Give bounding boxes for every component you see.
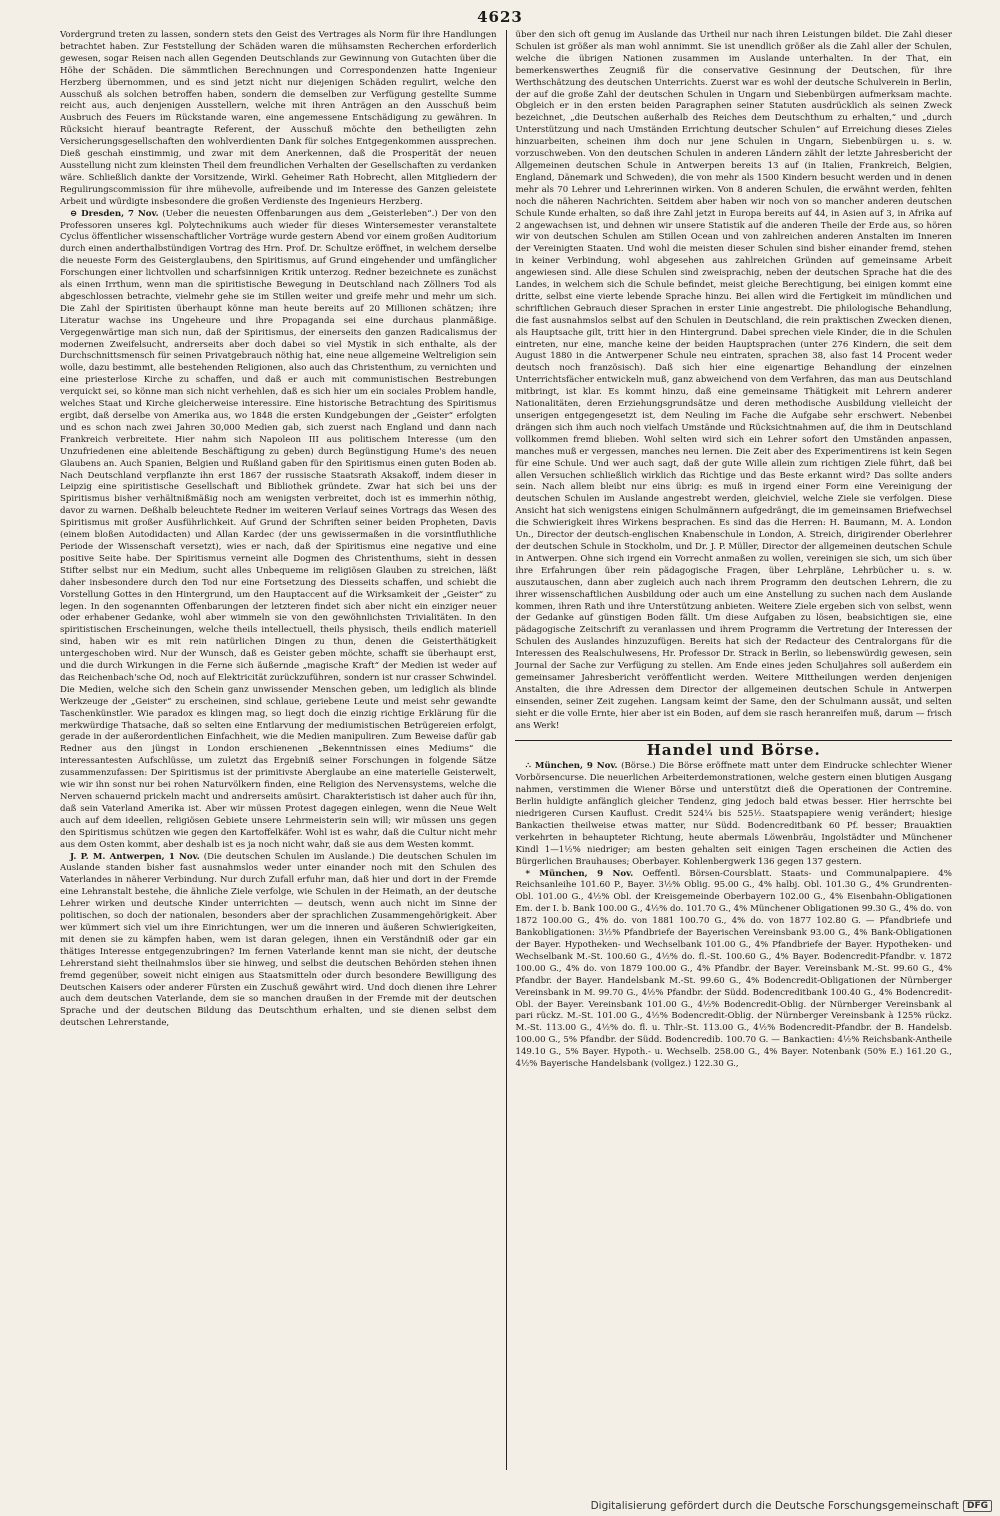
article-paragraph bbox=[515, 869, 952, 1071]
footer-text: Digitalisierung gefördert durch die Deutsche Forschungsgemeinschaft bbox=[590, 1500, 959, 1512]
article-paragraph bbox=[515, 30, 952, 732]
dateline: ⊖ Dresden, 7 Nov. bbox=[70, 208, 159, 219]
column-divider bbox=[506, 30, 507, 1470]
paragraph-text: (Ueber die neuesten Offenbarungen aus dem „Geisterleben“.) Der von den Professoren unseres kgl. Polytechnikums auch wieder für dieses Wintersemester veranstaltete Cyclus öffentlicher wissenschaftlicher Vorträge wurde gestern Abend vor einem großen Auditorium durch einen anderthalbstündigen Vortrag des Hrn. Prof. Dr. Schultze eröffnet, in welchem derselbe die neueste Form des Geisterglaubens, den Spiritismus, auf Grund eingehender und umfänglicher Forschungen einer lichtvollen und scharfsinnigen Kritik unterzog. Redner bezeichnete es zunächst als einen Irrthum, wenn man die spiritistische Bewegung in Deutschland nach Zöllners Tod als abgeschlossen betrachte, vielmehr gehe sie im Stillen weiter und greife mehr und mehr um sich. Die Zahl der Spiritisten überhaupt könne man heute bereits auf 20 Millionen schätzen; ihre Literatur wachse ins Ungeheure und ihre Propaganda sei eine durchaus planmäßige. Vergegenwärtige man sich nun, daß der Spiritismus, der einerseits den ganzen Radicalismus der modernen Zweifelsucht, andrerseits aber doch dabei so viel Mystik in sich enthalte, als der Durchschnittsmensch für seinen Privatgebrauch nöthig hat, eine neue allgemeine Weltreligion sein wolle, dazu bestimmt, alle bestehenden Religionen, also auch das Christenthum, zu vernichten und eine priesterlose Kirche zu schaffen, und daß er auch mit communistischen Bestrebungen verquickt sei, so könne man sich nicht verhehlen, daß es sich hier um ein sociales Problem handle, welches Staat und Kirche gleicherweise interessire. Eine historische Betrachtung des Spiritismus ergibt, daß derselbe von Amerika aus, wo 1848 die ersten Kundgebungen der „Geister“ erfolgten und es schon nach zwei Jahren 30,000 Medien gab, sich zuerst nach England und dann nach Frankreich verbreitete. Hier nahm sich Napoleon III aus politischem Interesse (um den Unzufriedenen eine ableitende Beschäftigung zu geben) durch Begünstigung Hume's des neuen Glaubens an. Auch Spanien, Belgien und Rußland gaben für den Spiritismus einen guten Boden ab. Nach Deutschland verpflanzte ihn erst 1867 der russische Staatsrath Aksakoff, indem dieser in Leipzig eine spiritistische Gesellschaft und Bibliothek gründete. Zwar hat sich bei uns der Spiritismus bisher verhältnißmäßig noch am wenigsten verbreitet, doch ist es immerhin nöthig, davor zu warnen. Deßhalb beleuchtete Redner im weiteren Verlauf seines Vortrags das Wesen des Spiritismus mit großer Ausführlichkeit. Auf Grund der Schriften seiner beiden Propheten, Davis (einem bloßen Autodidacten) und Allan Kardec (der uns gewissermaßen in die vorsintfluthliche Periode der Wissenschaft versetzt), wies er nach, daß der Spiritismus eine negative und eine positive Seite habe. Der Spiritismus verneint alle Dogmen des Christenthums, sieht in dessen Stifter selbst nur ein Medium, sucht alles Unbequeme im religiösen Glauben zu streichen, läßt daher insbesondere durch den Tod nur eine Fortsetzung des Diesseits schaffen, und schiebt die Vorstellung Gottes in den Hintergrund, um den Hauptaccent auf die Wirksamkeit der „Geister“ zu legen. In den sogenannten Offenbarungen der letzteren findet sich aber nicht ein einziger neuer oder erhabener Gedanke, wohl aber wimmeln sie von den gewöhnlichsten Trivialitäten. In den spiritistischen Erscheinungen, welche theils intellectuell, theils physisch, theils endlich materiell sind, haben wir es mit rein natürlichen Dingen zu thun, denen die Geisterthätigkeit untergeschoben wird. Nur der Wunsch, daß es Geister geben möchte, schafft sie überhaupt erst, und die durch Wirkungen in die Ferne sich äußernde „magische Kraft“ der Medien ist weder auf das Reichenbach'sche Od, noch auf Elektricität zurückzuführen, sondern ist nur crasser Schwindel. Die Medien, welche sich den Schein ganz unwissender Menschen geben, um lediglich als blinde Werkzeuge der „Geister“ zu erscheinen, sind schlaue, geriebene Leute und meist sehr gewandte Taschenkünstler. Wie paradox es klingen mag, so liegt doch die einzig richtige Erklärung für die merkwürdige Thatsache, daß so selten eine Entlarvung der mediumistischen Betrügereien erfolgt, gerade in der außerordentlichen Einfachheit, wie die Medien manipuliren. Zum Beweise dafür gab Redner aus den jüngst in London erschienenen „Bekenntnissen eines Mediums“ die interessantesten Aufschlüsse, um zuletzt das Ergebniß seiner Forschungen in folgende Sätze zusammenzufassen: Der Spiritismus ist der primitivste Aberglaube an eine materielle Geisterwelt, wie wir ihn sonst nur bei rohen Naturvölkern finden, eine Religion des Nervensystems, welche die Nerven schauernd prickeln macht und andrerseits amüsirt. Charakteristisch ist daher auch für ihn, daß sein Vaterland Amerika ist. Aber wir müssen Protest dagegen einlegen, wenn die Neue Welt auch auf dem ideellen, religiösen Gebiete unsere Lehrmeisterin sein will; wir müssen uns gegen den Spiritismus schützen wie gegen den Kartoffelkäfer. Wohl ist es wahr, daß die Cultur nicht mehr aus dem Osten kommt, aber deshalb ist es ja noch nicht wahr, daß sie aus dem Westen kommt. bbox=[60, 208, 497, 850]
paragraph-text: Oeffentl. Börsen-Coursblatt. Staats- und Communalpapiere. 4% Reichsanleihe 101.60 P., Bayer. 3½% Oblig. 95.00 G., 4% halbj. Obl. 101.30 G., 4% Grundrenten-Obl. 101.00 G., 4½% Obl. der Kreisgemeinde Oberbayern 102.00 G., 4% Eisenbahn-Obligationen Em. der I. b. Bank 100.00 G., 4½% do. 101.70 G., 4% Münchener Obligationen 99.30 G., 4% do. von 1872 100.00 G., 4% do. von 1881 100.70 G., 4% do. von 1877 102.80 G. — Pfandbriefe und Bankobligationen: 3½% Pfandbriefe der Bayerischen Vereinsbank 93.00 G., 4% Bank-Obligationen der Bayer. Hypotheken- und Wechselbank 101.00 G., 4% Pfandbriefe der Bayer. Hypotheken- und Wechselbank M.-St. 100.60 G., 4½% do. fl.-St. 100.60 G., 4% Bayer. Bodencredit-Pfandbr. v. 1872 100.00 G., 4% do. von 1879 100.00 G., 4% Pfandbr. der Bayer. Vereinsbank M.-St. 99.60 G., 4% Pfandbr. der Bayer. Handelsbank M.-St. 99.60 G., 4% Bodencredit-Obligationen der Nürnberger Vereinsbank in M. 99.70 G., 4½% Pfandbr. der Südd. Bodencreditbank 100.40 G., 4% Bodencredit-Obl. der Bayer. Vereinsbank 101.00 G., 4½% Bodencredit-Oblig. der Nürnberger Vereinsbank al pari rückz. M.-St. 101.00 G., 4½% Bodencredit-Oblig. der Nürnberger Vereinsbank à 125% rückz. M.-St. 113.00 G., 4½% do. fl. u. Thlr.-St. 113.00 G., 4½% Bodencredit-Pfandbr. der B. Handelsb. 100.00 G., 5% Pfandbr. der Südd. Bodencredib. 100.70 G. — Bankactien: 4½% Reichsbank-Antheile 149.10 G., 5% Bayer. Hypoth.- u. Wechselb. 258.00 G., 4% Bayer. Notenbank (50% E.) 161.20 G., 4½% Bayerische Handelsbank (vollgez.) 122.30 G., bbox=[515, 868, 952, 1070]
article-paragraph bbox=[60, 30, 497, 209]
section-title: Handel und Börse. bbox=[646, 741, 821, 760]
right-column-body bbox=[515, 30, 952, 732]
footer bbox=[591, 1500, 992, 1512]
dateline: J. P. M. Antwerpen, 1 Nov. bbox=[70, 851, 200, 862]
paragraph-text: (Börse.) Die Börse eröffnete matt unter dem Eindrucke schlechter Wiener Vorbörsencurse. Die neuerlichen Arbeiterdemonstrationen, welche gestern einen blutigen Ausgang nahmen, verstimmen die Wiener Börse und unterstützt dieß die Operationen der Contremine. Berlin huldigte anfänglich gleicher Tendenz, ging jedoch bald etwas besser. Hier herrschte bei niedrigeren Cursen Kauflust. Credit 524¼ bis 525½. Staatspapiere wenig verändert; hiesige Bankactien theilweise etwas matter, nur Südd. Bodencreditbank 60 Pf. besser; Brauaktien verkehrten in behaupteter Richtung, heute abermals Löwenbräu, Ingolstädter und Münchener Kindl 1—1½% niedriger; am besten gehalten seit einigen Tagen erscheinen die Actien des Bürgerlichen Brauhauses; Oberbayer. Kohlenbergwerk 136 gegen 137 gestern. bbox=[515, 761, 952, 867]
dfg-logo: DFG bbox=[963, 1500, 992, 1512]
dateline: ∴ München, 9 Nov. bbox=[525, 761, 618, 772]
section-body bbox=[515, 761, 952, 1071]
paragraph-text: Vordergrund treten zu lassen, sondern stets den Geist des Vertrages als Norm für ihre Handlungen betrachtet haben. Zur Feststellung der Schäden waren die mühsamsten Recherchen erforderlich gewesen, sogar Reisen nach allen Gegenden Deutschlands zur Gewinnung von Gutachten über die Höhe der Schäden. Die sämmtlichen Berechnungen und Correspondenzen hatte Ingenieur Herzberg übernommen, und es sind jetzt nicht nur diejenigen Schäden regulirt, welche den Ausschuß als solchen betroffen haben, sondern die demselben zur Verfügung gestellte Summe reicht aus, auch denjenigen Ausstellern, welche mit ihren Anträgen an den Ausschuß beim Ausbruch des Feuers im Rückstande waren, eine angemessene Entschädigung zu gewähren. In Rücksicht hierauf beantragte Referent, der Ausschuß möchte den betheiligten zehn Versicherungsgesellschaften den wohlverdienten Dank für solches Entgegenkommen aussprechen. Dieß geschah einstimmig, und zwar mit dem Anerkennen, daß die Prosperität der neuen Ausstellung nicht zum kleinsten Theil dem freundlichen Verhalten der Gesellschaften zu verdanken wäre. Schließlich dankte der Vorsitzende, Wirkl. Geheimer Rath Hobrecht, allen Mitgliedern der Regulirungscommission für ihre mühevolle, aufreibende und im Interesse des Ganzen geleistete Arbeit und würdigte insbesondere die großen Verdienste des Ingenieurs Herzberg. bbox=[60, 30, 497, 207]
paragraph-text: über den sich oft genug im Auslande das Urtheil nur nach ihren Leistungen bildet. Die Zahl dieser Schulen ist größer als man wohl annimmt. Sie ist unendlich größer als die Zahl aller der Schulen, welche die übrigen Nationen zusammen im Auslande unterhalten. In der That, ein bemerkenswerthes Zeugniß für die conservative Gesinnung der Deutschen, für ihre Werthschätzung des deutschen Unterrichts. Zuerst war es wohl der deutsche Schulverein in Berlin, der auf die große Zahl der deutschen Schulen in Ungarn und Siebenbürgen aufmerksam machte. Obgleich er in den ersten beiden Paragraphen seiner Statuten ausdrücklich als seinen Zweck bezeichnet, „die Deutschen außerhalb des Reiches dem Deutschthum zu erhalten,“ und „durch Unterstützung und nach Umständen Errichtung deutscher Schulen“ auf Erreichung dieses Zieles hinzuarbeiten, scheinen ihm doch nur jene Schulen in Ungarn, Siebenbürgen u. s. w. vorzuschweben. Von den deutschen Schulen in anderen Ländern zählt der letzte Jahresbericht der Allgemeinen deutschen Schule in Antwerpen bereits 13 auf (in Italien, Frankreich, Belgien, England, Dänemark und Schweden), die von mehr als 1500 Kindern besucht werden und in denen mehr als 70 Lehrer und Lehrerinnen wirken. Von 8 anderen Schulen, die erwähnt werden, fehlten noch die näheren Nachrichten. Seitdem aber haben wir noch von so mancher anderen deutschen Schule Kunde erhalten, so daß ihre Zahl jetzt in Europa bereits auf 44, in Asien auf 3, in Afrika auf 2 angewachsen ist, und dehnen wir unsere Statistik auf die anderen Theile der Erde aus, so hören wir von deutschen Schulen am Stillen Ocean und von zahlreichen anderen Anstalten im Inneren der Vereinigten Staaten. Und wohl die meisten dieser Schulen sind bisher einander fremd, stehen in keiner Verbindung, wohl abgesehen aus zahlreichen Gründen auf gemeinsame Arbeit angewiesen sind. Alle diese Schulen sind zweisprachig, neben der deutschen Sprache hat die des Landes, in welchem sich die Schule befindet, meist gleiche Berechtigung, bei einigen kommt eine dritte, selbst eine vierte lebende Sprache hinzu. Bei allen wird die Fertigkeit im mündlichen und schriftlichen Gebrauch dieser Sprachen in erster Linie angestrebt. Die philologische Behandlung, die fast ausnahmslos selbst auf den Schulen in Deutschland, die rein praktischen Zwecken dienen, als Hauptsache gilt, tritt hier in den Hintergrund. Dabei sprechen viele Kinder, die in die Schulen eintreten, nur eine, manche keine der beiden Hauptsprachen (unter 276 Kindern, die seit dem August 1880 in die Antwerpener Schule neu eintraten, sprachen 38, also fast 14 Procent weder deutsch noch französisch). Daß sich hier eine eigenartige Behandlung der einzelnen Unterrichtsfächer entwickeln muß, ganz abweichend von dem Verfahren, das man aus Deutschland mitbringt, ist klar. Es kommt hinzu, daß eine gemeinsame Thätigkeit mit Lehrern anderer Nationalitäten, deren Erziehungsgrundsätze und deren methodische Ausbildung vielleicht der unserigen entgegengesetzt ist, dem Neuling im Fache die Aufgabe sehr erschwert. Nebenbei drängen sich ihm auch noch vielfach Umstände und Rücksichtnahmen auf, die ihm in Deutschland vollkommen fremd blieben. Wohl selten wird sich ein Lehrer sofort den Umständen anpassen, manches muß er vergessen, manches neu lernen. Die Zeit aber des Experimentirens ist kein Segen für eine Schule. Und wer auch sagt, daß der gute Wille allein zum richtigen Ziele führt, daß bei allen Versuchen schließlich wirklich das Richtige und das Beste erkannt wird? Das sollte anders sein. Nach allem bleibt nur eins übrig: es muß in irgend einer Form eine Vereinigung der deutschen Schulen im Auslande angestrebt werden, gleichviel, welche Ziele sie verfolgen. Diese Ansicht hat sich wenigstens einigen Schulmännern aufgedrängt, die im gemeinsamen Briefwechsel die Schwierigkeit ihres Wirkens besprachen. Es sind das die Herren: H. Baumann, M. A. London Un., Director der deutsch-englischen Knabenschule in London, A. Streich, dirigirender Oberlehrer der deutschen Schule in Stockholm, und Dr. J. P. Müller, Director der allgemeinen deutschen Schule in Antwerpen. Ohne sich irgend ein Vorrecht anmaßen zu wollen, vereinigen sie sich, um sich über ihre Erfahrungen über rein pädagogische Fragen, über Lehrpläne, Lehrbücher u. s. w. auszutauschen, dann aber zugleich auch nach ihrem Programm den deutschen Lehrern, die zu ihrer wissenschaftlichen Ausbildung oder auch um eine Anstellung zu suchen nach dem Auslande kommen, ihren Rath und ihre Unterstützung anbieten. Weitere Ziele ergeben sich von selbst, wenn der Gedanke auf günstigen Boden fällt. Um diese Aufgaben zu lösen, beabsichtigen sie, eine pädagogische Zeitschrift zu veranlassen und ihrem Programm die Vertretung der Interessen der Schulen des Auslandes hinzuzufügen. Bereits hat sich der Redacteur des Centralorgans für die Interessen des Realschulwesens, Hr. Professor Dr. Strack in Berlin, so liebenswürdig gewesen, sein Journal der Sache zur Verfügung zu stellen. Am Ende eines jeden Schuljahres soll außerdem ein gemeinsamer Jahresbericht veröffentlicht werden. Weitere Mittheilungen werden denjenigen Anstalten, die ihre Adressen dem Director der allgemeinen deutschen Schule in Antwerpen einsenden, seiner Zeit zugehen. Langsam keimt der Same, den der Schulmann aussät, und selten sieht er die volle Ernte, hier aber ist ein Boden, auf dem sie rasch heranreifen muß, darum — frisch ans Werk! bbox=[515, 30, 952, 731]
article-paragraph bbox=[60, 852, 497, 1031]
dateline: * München, 9 Nov. bbox=[525, 868, 634, 879]
page-number: 4623 bbox=[477, 8, 523, 26]
article-columns bbox=[60, 30, 952, 1470]
article-paragraph bbox=[60, 209, 497, 852]
right-column bbox=[509, 30, 952, 1470]
paragraph-text: (Die deutschen Schulen im Auslande.) Die deutschen Schulen im Auslande standen bisher fast ausnahmslos weder unter einander noch mit den Schulen des Vaterlandes in näherer Verbindung. Nur durch Zufall erfuhr man, daß hier und dort in der Fremde eine Lehranstalt bestehe, die ähnliche Ziele verfolge, wie Schulen in der Heimath, an der deutsche Lehrer wirken und deutsche Kinder unterrichten — deutsch, wenn auch nicht im Sinne der politischen, so doch der nationalen, besonders aber der sprachlichen Zusammengehörigkeit. Aber wer kümmert sich viel um ihre Einrichtungen, wer um die inneren und äußeren Schwierigkeiten, mit denen sie zu kämpfen haben, wem ist daran gelegen, ihnen ein Verständniß oder gar ein thätiges Interesse entgegenzubringen? Im fernen Vaterlande kennt man sie nicht, der deutsche Lehrerstand sieht theilnahmslos über sie hinweg, und selbst die deutschen Behörden stehen ihnen fremd gegenüber, soweit nicht einigen aus Staatsmitteln oder durch besondere Bewilligung des Deutschen Kaisers oder anderer Fürsten ein Zuschuß gewährt wird. Und doch dienen ihre Lehrer auch dem deutschen Vaterlande, dem sie so manchen draußen in der Fremde mit der deutschen Sprache und der deutschen Bildung das Deutschthum erhalten, und sie dienen selbst dem deutschen Lehrerstande, bbox=[60, 851, 497, 1029]
article-paragraph bbox=[515, 761, 952, 868]
left-column bbox=[60, 30, 503, 1470]
